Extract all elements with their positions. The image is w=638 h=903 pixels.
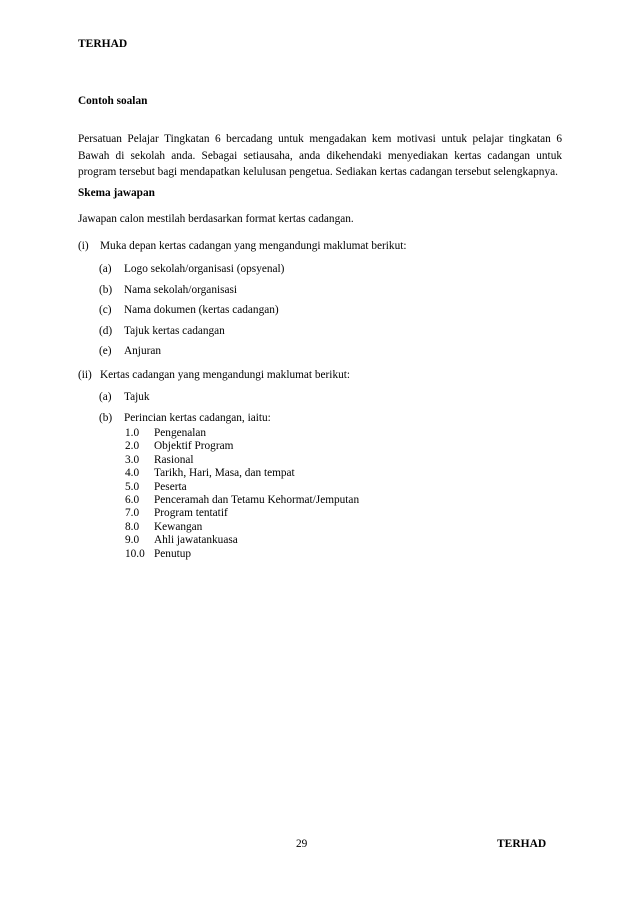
list-item <box>99 341 284 362</box>
list-item <box>99 280 284 301</box>
question-heading: Contoh soalan <box>78 95 148 107</box>
list-item <box>99 387 271 408</box>
outline-row <box>125 507 359 520</box>
outline-row <box>125 454 359 467</box>
outline-number: 9.0 <box>125 534 140 547</box>
outline-number: 4.0 <box>125 467 140 480</box>
item-text: Tajuk kertas cadangan <box>124 324 225 337</box>
outline-number: 10.0 <box>125 547 145 560</box>
list-item <box>99 321 284 342</box>
outline-text: Penceramah dan Tetamu Kehormat/Jemputan <box>154 493 360 506</box>
item-text: Perincian kertas cadangan, iaitu: <box>124 411 271 424</box>
section-ii-items <box>99 387 271 428</box>
list-item <box>99 300 284 321</box>
list-item <box>99 259 284 280</box>
outline-text: Kewangan <box>154 520 203 533</box>
outline-row <box>125 467 359 480</box>
item-text: Nama sekolah/organisasi <box>124 283 238 296</box>
outline-row <box>125 548 359 561</box>
outline-number: 3.0 <box>125 453 140 466</box>
section-title: Muka depan kertas cadangan yang mengandungi maklumat berikut: <box>100 240 407 252</box>
outline-row <box>125 494 359 507</box>
list-item <box>99 408 271 429</box>
outline-text: Rasional <box>154 453 194 466</box>
question-text: Persatuan Pelajar Tingkatan 6 bercadang untuk mengadakan kem motivasi untuk pelajar tingkatan 6 Bawah di sekolah anda. Sebagai setiausaha, anda dikehendaki menyediakan kertas cadangan untuk program tersebut bagi mendapatkan kelulusan pengetua. Sediakan kertas cadangan tersebut selengkapnya. <box>78 133 562 178</box>
outline-text: Penutup <box>154 547 192 560</box>
outline-number: 1.0 <box>125 427 140 439</box>
outline-text: Objektif Program <box>154 440 234 453</box>
outline-row <box>125 481 359 494</box>
outline-text: Pengenalan <box>154 427 207 439</box>
outline-number: 2.0 <box>125 440 140 453</box>
outline-number: 8.0 <box>125 520 140 533</box>
outline-row <box>125 521 359 534</box>
outline-text: Program tentatif <box>154 507 228 520</box>
item-label: (b) <box>99 411 113 424</box>
section-i-items <box>99 259 284 362</box>
program-outline <box>125 427 359 561</box>
item-text: Nama dokumen (kertas cadangan) <box>124 304 279 316</box>
outline-text: Tarikh, Hari, Masa, dan tempat <box>154 467 295 480</box>
header-classification: TERHAD <box>78 38 128 50</box>
outline-row <box>125 534 359 547</box>
item-label: (e) <box>99 345 112 357</box>
page-number: 29 <box>296 838 308 850</box>
section-title: Kertas cadangan yang mengandungi maklumat berikut: <box>100 369 351 381</box>
outline-row <box>125 427 359 440</box>
footer-classification: TERHAD <box>497 838 547 850</box>
item-label: (a) <box>99 263 112 275</box>
outline-number: 7.0 <box>125 507 140 520</box>
outline-number: 5.0 <box>125 480 140 493</box>
outline-text: Ahli jawatankuasa <box>154 534 238 547</box>
section-i-title <box>78 240 407 252</box>
section-number: (ii) <box>78 369 92 381</box>
outline-row <box>125 440 359 453</box>
answer-intro: Jawapan calon mestilah berdasarkan format kertas cadangan. <box>78 213 354 225</box>
section-ii-title <box>78 369 350 381</box>
answer-heading: Skema jawapan <box>78 187 155 199</box>
item-label: (c) <box>99 304 112 316</box>
item-text: Logo sekolah/organisasi (opsyenal) <box>124 263 285 275</box>
item-label: (d) <box>99 324 113 337</box>
outline-number: 6.0 <box>125 493 140 506</box>
item-label: (a) <box>99 391 112 403</box>
outline-text: Peserta <box>154 480 187 493</box>
item-text: Tajuk <box>124 391 150 403</box>
item-label: (b) <box>99 283 113 296</box>
section-number: (i) <box>78 240 89 252</box>
item-text: Anjuran <box>124 345 162 357</box>
